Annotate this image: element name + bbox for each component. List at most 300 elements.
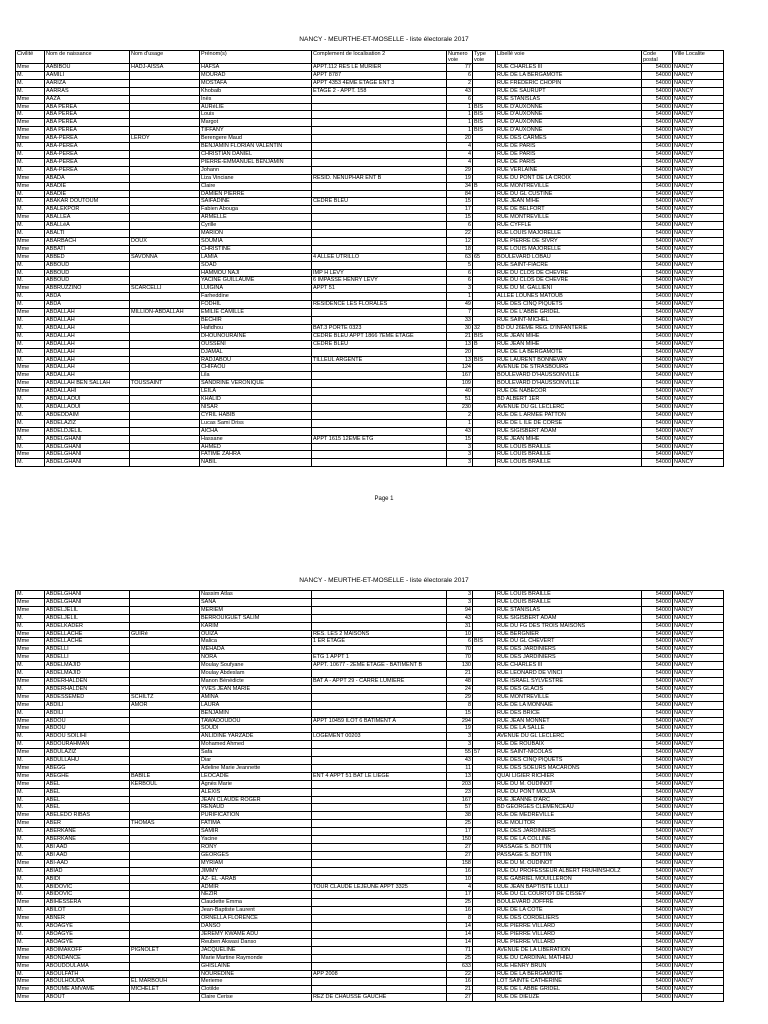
cell-prenoms: NISAR (200, 403, 312, 411)
cell-code-postal: 54000 (642, 435, 673, 443)
cell-ville: NANCY (673, 309, 724, 317)
cell-numero-voie: 40 (447, 388, 473, 396)
cell-complement: CEDRE BLEU (312, 340, 447, 348)
cell-complement (312, 693, 447, 701)
cell-nom-usage (130, 419, 200, 427)
cell-type-voie (473, 733, 496, 741)
cell-code-postal: 54000 (642, 443, 673, 451)
cell-nom-usage (130, 622, 200, 630)
cell-complement: ETAGE 2 - APPT. 158 (312, 87, 447, 95)
cell-type-voie (473, 403, 496, 411)
cell-civilite: M. (16, 222, 45, 230)
cell-prenoms: DJAMAL (200, 348, 312, 356)
cell-prenoms: Mohamed Ahmed (200, 741, 312, 749)
header-code-postal: Code postal (642, 51, 673, 64)
cell-code-postal: 54000 (642, 301, 673, 309)
cell-civilite: Mme (16, 127, 45, 135)
cell-nom-usage: KERBOUL (130, 780, 200, 788)
cell-ville: NANCY (673, 245, 724, 253)
cell-nom-usage (130, 915, 200, 923)
table-row (16, 411, 724, 419)
cell-code-postal: 54000 (642, 364, 673, 372)
cell-numero-voie: 109 (447, 380, 473, 388)
cell-code-postal: 54000 (642, 158, 673, 166)
cell-code-postal: 54000 (642, 749, 673, 757)
cell-ville: NANCY (673, 261, 724, 269)
cell-libelle-voie: RUE DE BELFORT (496, 206, 642, 214)
cell-complement (312, 670, 447, 678)
cell-prenoms: KARIM (200, 622, 312, 630)
cell-complement (312, 372, 447, 380)
cell-ville: NANCY (673, 411, 724, 419)
cell-libelle-voie: RUE D'AUXONNE (496, 127, 642, 135)
cell-ville: NANCY (673, 135, 724, 143)
cell-numero-voie: 18 (447, 245, 473, 253)
cell-nom-naissance: ABOUDOULAMA (45, 962, 130, 970)
cell-libelle-voie: RUE DES BRICE (496, 709, 642, 717)
cell-code-postal: 54000 (642, 598, 673, 606)
cell-libelle-voie: RUE JEAN MONNET (496, 717, 642, 725)
cell-nom-usage (130, 970, 200, 978)
cell-civilite: M. (16, 396, 45, 404)
cell-nom-naissance: ABDELGHANI (45, 451, 130, 459)
cell-nom-naissance: ABDELGHANI (45, 459, 130, 467)
cell-prenoms: Cyrille (200, 222, 312, 230)
cell-ville: NANCY (673, 622, 724, 630)
cell-prenoms: Marie Martine Raymonde (200, 954, 312, 962)
cell-nom-naissance: ABDELMAJID (45, 662, 130, 670)
cell-civilite: M. (16, 875, 45, 883)
table-row (16, 285, 724, 293)
cell-code-postal: 54000 (642, 851, 673, 859)
cell-nom-naissance: ABDELLI (45, 654, 130, 662)
cell-ville: NANCY (673, 638, 724, 646)
cell-civilite: M. (16, 419, 45, 427)
cell-libelle-voie: RUE DE MEDREVILLE (496, 812, 642, 820)
cell-civilite: Mme (16, 915, 45, 923)
cell-complement (312, 780, 447, 788)
cell-code-postal: 54000 (642, 938, 673, 946)
cell-numero-voie: 43 (447, 757, 473, 765)
cell-type-voie (473, 622, 496, 630)
cell-type-voie (473, 970, 496, 978)
cell-numero-voie: 34 (447, 182, 473, 190)
cell-nom-naissance: ABA PEREA (45, 111, 130, 119)
cell-numero-voie: 158 (447, 859, 473, 867)
cell-numero-voie: 203 (447, 780, 473, 788)
cell-prenoms: LUIGINA (200, 285, 312, 293)
cell-libelle-voie: RUE DE L ARMEE PATTON (496, 411, 642, 419)
cell-numero-voie: 3 (447, 459, 473, 467)
cell-nom-usage (130, 646, 200, 654)
cell-type-voie (473, 411, 496, 419)
cell-civilite: M. (16, 733, 45, 741)
cell-code-postal: 54000 (642, 622, 673, 630)
cell-numero-voie: 21 (447, 332, 473, 340)
cell-code-postal: 54000 (642, 757, 673, 765)
cell-numero-voie: 15 (447, 214, 473, 222)
cell-nom-naissance: ABA-PEREA (45, 150, 130, 158)
cell-ville: NANCY (673, 733, 724, 741)
cell-complement: APPT 8787 (312, 71, 447, 79)
cell-nom-usage (130, 79, 200, 87)
cell-numero-voie: 230 (447, 403, 473, 411)
cell-numero-voie: 17 (447, 206, 473, 214)
table-row (16, 891, 724, 899)
cell-libelle-voie: RUE DES CARMES (496, 135, 642, 143)
cell-numero-voie: 25 (447, 954, 473, 962)
table-row (16, 150, 724, 158)
table-row (16, 356, 724, 364)
cell-nom-usage (130, 749, 200, 757)
cell-numero-voie: 8 (447, 915, 473, 923)
table-row (16, 812, 724, 820)
cell-code-postal: 54000 (642, 646, 673, 654)
cell-type-voie (473, 614, 496, 622)
cell-type-voie (473, 427, 496, 435)
cell-type-voie (473, 269, 496, 277)
cell-libelle-voie: RUE LOUIS BRAILLE (496, 598, 642, 606)
cell-nom-naissance: ABEL (45, 780, 130, 788)
cell-complement: LOGEMENT 00203 (312, 733, 447, 741)
cell-prenoms: HAFSA (200, 64, 312, 72)
cell-complement: 4 ALLEE UTRILLO (312, 253, 447, 261)
cell-complement (312, 182, 447, 190)
cell-type-voie (473, 214, 496, 222)
table-row (16, 638, 724, 646)
cell-nom-naissance: ABDEDDAIM (45, 411, 130, 419)
cell-libelle-voie: BOULEVARD D'HAUSSONVILLE (496, 372, 642, 380)
cell-prenoms: FATIME ZAHRA (200, 451, 312, 459)
cell-complement: IMP H LEVY (312, 269, 447, 277)
cell-libelle-voie: BD ALBERT 1ER (496, 396, 642, 404)
cell-code-postal: 54000 (642, 71, 673, 79)
cell-type-voie (473, 709, 496, 717)
cell-prenoms: AZ- EL -ARAB (200, 875, 312, 883)
cell-civilite: Mme (16, 245, 45, 253)
cell-libelle-voie: RUE MONTREVILLE (496, 693, 642, 701)
cell-complement: CEDRE BLEU (312, 198, 447, 206)
cell-civilite: M. (16, 923, 45, 931)
cell-nom-usage: MILLION-ABDALLAH (130, 309, 200, 317)
cell-code-postal: 54000 (642, 883, 673, 891)
cell-nom-usage (130, 638, 200, 646)
cell-nom-naissance: ABI-AAD (45, 859, 130, 867)
cell-type-voie (473, 143, 496, 151)
cell-ville: NANCY (673, 930, 724, 938)
cell-civilite: M. (16, 111, 45, 119)
cell-libelle-voie: RUE DE L'ABBE GRIDEL (496, 309, 642, 317)
cell-numero-voie: 30 (447, 324, 473, 332)
cell-nom-naissance: ABELEDO RIBAS (45, 812, 130, 820)
cell-type-voie (473, 150, 496, 158)
cell-libelle-voie: PASSAGE S. BOTTIN (496, 844, 642, 852)
cell-type-voie (473, 71, 496, 79)
cell-numero-voie: 3 (447, 598, 473, 606)
cell-libelle-voie: RUE MOLITOR (496, 820, 642, 828)
cell-nom-usage (130, 158, 200, 166)
cell-nom-naissance: ABERKANE (45, 836, 130, 844)
cell-numero-voie: 11 (447, 764, 473, 772)
cell-complement (312, 158, 447, 166)
cell-libelle-voie: RUE MONTREVILLE (496, 182, 642, 190)
cell-civilite: M. (16, 403, 45, 411)
cell-complement (312, 725, 447, 733)
table-row (16, 372, 724, 380)
cell-code-postal: 54000 (642, 780, 673, 788)
cell-ville: NANCY (673, 324, 724, 332)
cell-complement (312, 443, 447, 451)
cell-code-postal: 54000 (642, 654, 673, 662)
cell-civilite: Mme (16, 285, 45, 293)
cell-nom-naissance: ABEL (45, 796, 130, 804)
cell-ville: NANCY (673, 103, 724, 111)
cell-civilite: Mme (16, 119, 45, 127)
cell-code-postal: 54000 (642, 630, 673, 638)
cell-libelle-voie: RUE DE LA SALLE (496, 725, 642, 733)
table-row (16, 598, 724, 606)
cell-prenoms: ANLIDINE YARZADE (200, 733, 312, 741)
cell-libelle-voie: RUE LOUIS BRAILLE (496, 443, 642, 451)
cell-nom-naissance: ABDALLAH (45, 340, 130, 348)
cell-ville: NANCY (673, 182, 724, 190)
cell-libelle-voie: QUAI LIGIER RICHIER (496, 772, 642, 780)
table-row (16, 206, 724, 214)
table-row (16, 348, 724, 356)
cell-numero-voie: 10 (447, 630, 473, 638)
table-row (16, 198, 724, 206)
cell-nom-usage (130, 741, 200, 749)
cell-code-postal: 54000 (642, 419, 673, 427)
cell-type-voie (473, 780, 496, 788)
cell-nom-usage (130, 891, 200, 899)
cell-type-voie (473, 978, 496, 986)
cell-nom-naissance: ABDELJELIL (45, 614, 130, 622)
cell-type-voie (473, 443, 496, 451)
cell-nom-naissance: ABDALLAH (45, 372, 130, 380)
cell-nom-usage (130, 103, 200, 111)
cell-libelle-voie: RUE DU CARDINAL MATHIEU (496, 954, 642, 962)
cell-numero-voie: 77 (447, 64, 473, 72)
cell-nom-usage (130, 451, 200, 459)
cell-nom-naissance: ABARBACH (45, 237, 130, 245)
table-row (16, 701, 724, 709)
cell-libelle-voie: RUE DU CL COURTOT DE CISSEY (496, 891, 642, 899)
cell-nom-usage (130, 174, 200, 182)
cell-complement (312, 938, 447, 946)
cell-civilite: Mme (16, 899, 45, 907)
cell-ville: NANCY (673, 403, 724, 411)
cell-libelle-voie: RUE DE LA BERGAMOTE (496, 348, 642, 356)
cell-ville: NANCY (673, 804, 724, 812)
cell-nom-naissance: ABDILI (45, 701, 130, 709)
cell-complement (312, 741, 447, 749)
cell-nom-naissance: ABDERHALDEN (45, 677, 130, 685)
cell-numero-voie: 13 (447, 772, 473, 780)
cell-libelle-voie: BOULEVARD D'HAUSSONVILLE (496, 380, 642, 388)
cell-type-voie (473, 828, 496, 836)
cell-nom-usage (130, 190, 200, 198)
cell-nom-usage (130, 764, 200, 772)
table-row (16, 954, 724, 962)
table-row (16, 64, 724, 72)
cell-civilite: Mme (16, 638, 45, 646)
cell-type-voie (473, 717, 496, 725)
cell-nom-usage (130, 907, 200, 915)
cell-nom-naissance: ABDALLAH BEN SALLAH (45, 380, 130, 388)
cell-ville: NANCY (673, 788, 724, 796)
cell-complement (312, 135, 447, 143)
cell-civilite: Mme (16, 978, 45, 986)
cell-complement (312, 907, 447, 915)
cell-code-postal: 54000 (642, 978, 673, 986)
cell-prenoms: Farheddine (200, 293, 312, 301)
cell-nom-naissance: ABA-PEREA (45, 166, 130, 174)
voter-table (15, 590, 724, 1002)
cell-type-voie (473, 923, 496, 931)
cell-numero-voie: 25 (447, 820, 473, 828)
cell-numero-voie: 5 (447, 261, 473, 269)
cell-civilite: M. (16, 709, 45, 717)
cell-complement: APPT. 10677 - 2EME ETAGE - BATIMENT B (312, 662, 447, 670)
cell-prenoms: Claire Cerise (200, 994, 312, 1002)
cell-numero-voie: 15 (447, 198, 473, 206)
cell-prenoms: Khobaib (200, 87, 312, 95)
cell-type-voie (473, 859, 496, 867)
cell-numero-voie: 17 (447, 891, 473, 899)
cell-prenoms: SOUMIA (200, 237, 312, 245)
cell-type-voie (473, 380, 496, 388)
cell-code-postal: 54000 (642, 348, 673, 356)
cell-nom-usage (130, 938, 200, 946)
cell-civilite: Mme (16, 772, 45, 780)
cell-ville: NANCY (673, 591, 724, 599)
table-row (16, 930, 724, 938)
cell-complement (312, 214, 447, 222)
cell-ville: NANCY (673, 962, 724, 970)
cell-nom-usage: HADJ-AISSA (130, 64, 200, 72)
cell-ville: NANCY (673, 222, 724, 230)
cell-nom-naissance: ABOULHOUDA (45, 978, 130, 986)
cell-code-postal: 54000 (642, 614, 673, 622)
cell-ville: NANCY (673, 677, 724, 685)
table-row (16, 380, 724, 388)
cell-numero-voie: 84 (447, 190, 473, 198)
cell-prenoms: AHMED (200, 443, 312, 451)
cell-nom-naissance: ABI AAD (45, 851, 130, 859)
cell-code-postal: 54000 (642, 317, 673, 325)
cell-libelle-voie: AVENUE DE LA LIBERATION (496, 946, 642, 954)
cell-numero-voie: 294 (447, 717, 473, 725)
cell-nom-naissance: ABDALLAH (45, 364, 130, 372)
cell-ville: NANCY (673, 443, 724, 451)
cell-prenoms: OUSSENI (200, 340, 312, 348)
cell-libelle-voie: RUE DES CINQ PIQUETS (496, 757, 642, 765)
table-row (16, 324, 724, 332)
cell-nom-naissance: ABOIMAKOFF (45, 946, 130, 954)
cell-type-voie (473, 591, 496, 599)
table-row (16, 143, 724, 151)
cell-nom-naissance: ABDALLAOUI (45, 396, 130, 404)
cell-prenoms: Yacine (200, 836, 312, 844)
cell-prenoms: Moulay Abdeslam (200, 670, 312, 678)
cell-code-postal: 54000 (642, 772, 673, 780)
cell-type-voie (473, 725, 496, 733)
cell-code-postal: 54000 (642, 277, 673, 285)
cell-ville: NANCY (673, 757, 724, 765)
cell-complement (312, 820, 447, 828)
cell-nom-naissance: ABDELLACHE (45, 630, 130, 638)
cell-libelle-voie: LOT SAINTE CATHERINE (496, 978, 642, 986)
cell-complement: REZ DE CHAUSSE GAUCHE (312, 994, 447, 1002)
cell-prenoms: SOUDI (200, 725, 312, 733)
table-row (16, 764, 724, 772)
cell-libelle-voie: RUE SIGISBERT ADAM (496, 427, 642, 435)
cell-ville: NANCY (673, 269, 724, 277)
cell-numero-voie: 20 (447, 135, 473, 143)
cell-numero-voie: 29 (447, 166, 473, 174)
cell-civilite: M. (16, 79, 45, 87)
cell-code-postal: 54000 (642, 828, 673, 836)
cell-civilite: M. (16, 891, 45, 899)
cell-nom-usage (130, 435, 200, 443)
table-row (16, 938, 724, 946)
cell-libelle-voie: RUE JEAN MIHE (496, 340, 642, 348)
cell-numero-voie: 1 (447, 293, 473, 301)
table-row (16, 269, 724, 277)
cell-type-voie (473, 646, 496, 654)
cell-type-voie (473, 237, 496, 245)
cell-prenoms: CHRISTINE (200, 245, 312, 253)
cell-type-voie (473, 158, 496, 166)
cell-complement (312, 403, 447, 411)
cell-nom-usage (130, 166, 200, 174)
cell-ville: NANCY (673, 630, 724, 638)
cell-prenoms: YACINE GUILLAUME (200, 277, 312, 285)
cell-libelle-voie: RUE VERLAINE (496, 166, 642, 174)
cell-libelle-voie: RUE LAURENT BONNEVAY (496, 356, 642, 364)
cell-code-postal: 54000 (642, 135, 673, 143)
cell-nom-usage (130, 883, 200, 891)
cell-civilite: Mme (16, 994, 45, 1002)
cell-type-voie (473, 701, 496, 709)
cell-numero-voie: 17 (447, 828, 473, 836)
cell-civilite: Mme (16, 388, 45, 396)
cell-civilite: M. (16, 836, 45, 844)
cell-civilite: M. (16, 828, 45, 836)
cell-ville: NANCY (673, 190, 724, 198)
cell-numero-voie: 14 (447, 930, 473, 938)
cell-ville: NANCY (673, 206, 724, 214)
cell-ville: NANCY (673, 396, 724, 404)
cell-complement (312, 859, 447, 867)
cell-numero-voie: 14 (447, 923, 473, 931)
table-row (16, 788, 724, 796)
cell-complement (312, 622, 447, 630)
cell-complement (312, 796, 447, 804)
cell-civilite: Mme (16, 103, 45, 111)
cell-ville: NANCY (673, 198, 724, 206)
cell-nom-usage (130, 143, 200, 151)
cell-complement: BAT A - APPT 29 - CARRE LUMIERE (312, 677, 447, 685)
cell-prenoms: Liza Vinciane (200, 174, 312, 182)
cell-civilite: Mme (16, 986, 45, 994)
cell-complement (312, 923, 447, 931)
cell-numero-voie: 3 (447, 285, 473, 293)
cell-complement: ENT 4 APPT 51 BAT LE LIEGE (312, 772, 447, 780)
cell-libelle-voie: RUE CHARLES III (496, 64, 642, 72)
cell-libelle-voie: RUE DU M. OUDINOT (496, 859, 642, 867)
